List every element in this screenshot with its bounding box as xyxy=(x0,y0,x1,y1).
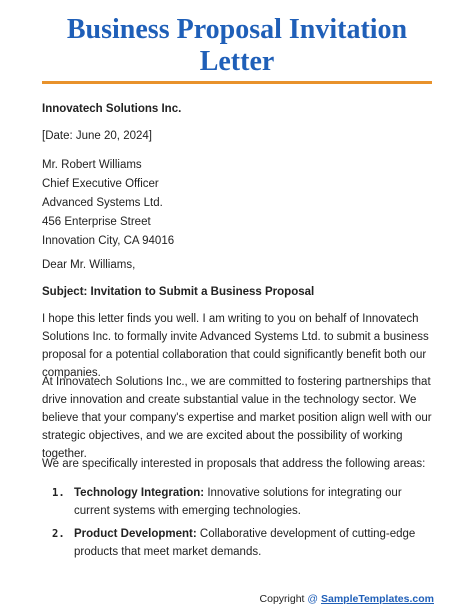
recipient-address xyxy=(42,156,434,251)
paragraph-commitment: At Innovatech Solutions Inc., we are committed to fostering partnerships that drive innovation and create substantial value in the technology sector. We believe that your company's expertise and market position align well with our strategic objectives, and we are excited about the possibility of working together. xyxy=(42,376,432,460)
title-line-2: Letter xyxy=(199,46,275,77)
list-text: Collaborative development of cutting-edge products that meet market demands. xyxy=(74,528,416,558)
footer-copyright xyxy=(260,592,434,606)
recipient-name: Mr. Robert Williams xyxy=(42,159,142,171)
recipient-title: Chief Executive Officer xyxy=(42,178,159,190)
subject-line: Subject: Invitation to Submit a Business Proposal xyxy=(42,286,315,298)
list-item xyxy=(52,525,436,561)
recipient-company: Advanced Systems Ltd. xyxy=(42,197,163,209)
list-number: 2. xyxy=(52,528,65,540)
sender-company: Innovatech Solutions Inc. xyxy=(42,103,182,115)
paragraph-areas-intro: We are specifically interested in proposals that address the following areas: xyxy=(42,458,426,470)
list-number: 1. xyxy=(52,487,65,499)
document-title xyxy=(20,14,454,78)
recipient-street: 456 Enterprise Street xyxy=(42,216,151,228)
list-term: Product Development: xyxy=(74,528,197,540)
title-divider xyxy=(42,81,432,84)
sampletemplates-link[interactable]: SampleTemplates.com xyxy=(320,593,434,605)
salutation: Dear Mr. Williams, xyxy=(42,259,136,271)
copyright-text: Copyright xyxy=(259,593,308,605)
areas-list xyxy=(52,484,436,566)
list-term: Technology Integration: xyxy=(74,487,205,499)
at-icon: @ xyxy=(307,593,319,605)
paragraph-intro: I hope this letter finds you well. I am writing to you on behalf of Innovatech Solutions Inc. to formally invite Advanced Systems Ltd. to submit a business proposal for a potential collaboration that could significantly benefit both our companies. xyxy=(42,313,429,379)
letter-date: [Date: June 20, 2024] xyxy=(42,130,152,142)
list-item xyxy=(52,484,436,520)
title-line-1: Business Proposal Invitation xyxy=(66,14,408,45)
list-text: Innovative solutions for integrating our current systems with emerging technologies. xyxy=(74,487,402,517)
recipient-city: Innovation City, CA 94016 xyxy=(42,235,175,247)
